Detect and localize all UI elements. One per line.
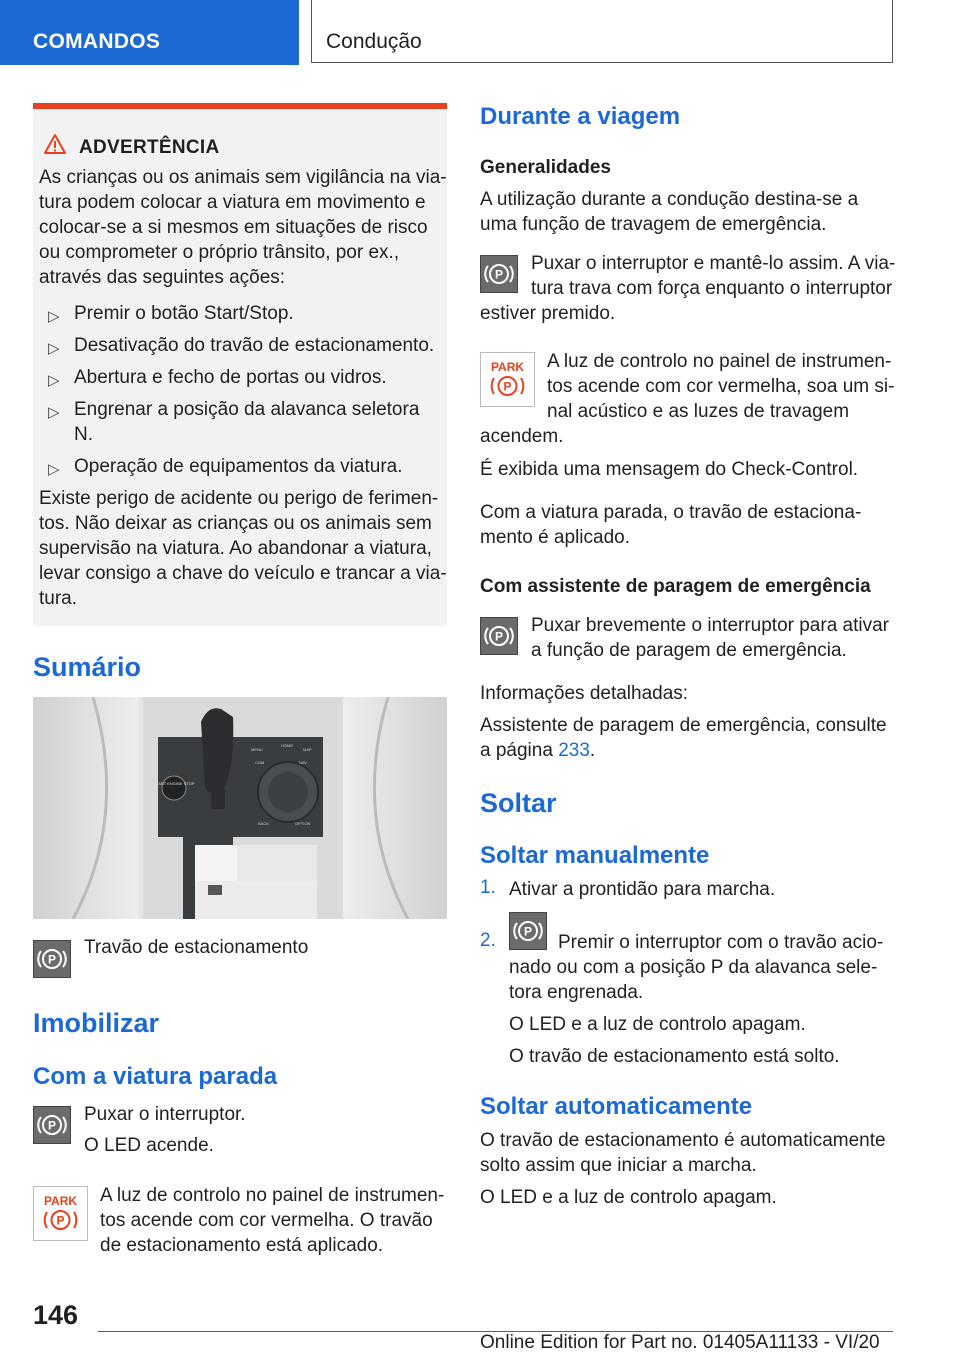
body-text: Com a viatura parada, o travão de estaciona- [480, 502, 862, 523]
parking-brake-letter: P [47, 952, 57, 967]
heading-soltar: Soltar [480, 788, 557, 818]
heading-sumario: Sumário [33, 652, 142, 682]
body-text: solto assim que iniciar a marcha. [480, 1155, 757, 1176]
warning-text: levar consigo a chave do veículo e trancar a via- [39, 563, 447, 584]
cross-reference [480, 738, 595, 764]
text-luz-controlo: tos acende com cor vermelha. O travão [100, 1210, 433, 1231]
caption-parking-brake: Travão de estacionamento [84, 937, 309, 958]
body-text: Informações detalhadas: [480, 683, 689, 704]
parking-brake-letter: P [47, 1118, 57, 1133]
parking-brake-icon [480, 255, 518, 293]
bullet-icon: ▷ [48, 372, 60, 389]
step-text: Premir o interruptor com o travão acio- [558, 932, 884, 953]
body-text: A utilização durante a condução destina-se a [480, 189, 859, 210]
body-text: Puxar o interruptor e mantê-lo assim. A via- [531, 253, 896, 274]
bullet-item: Engrenar a posição da alavanca seletora [74, 399, 420, 420]
section-tab [0, 0, 299, 65]
warning-text: tura. [39, 588, 78, 609]
section-title: COMANDOS [33, 30, 161, 53]
chapter-title: Condução [326, 30, 422, 53]
warning-text: supervisão na viatura. Ao abandonar a viatura, [39, 538, 432, 559]
center-console-photo [33, 697, 447, 919]
body-text: estiver premido. [480, 303, 616, 324]
cross-reference-prefix: a página [480, 740, 559, 761]
warning-title: ADVERTÊNCIA [79, 137, 220, 158]
step-text: O LED e a luz de controlo apagam. [509, 1014, 806, 1035]
park-indicator-letter: P [503, 379, 512, 394]
bullet-item: Premir o botão Start/Stop. [74, 303, 294, 324]
step-number: 1. [480, 877, 496, 898]
bullet-item: Desativação do travão de estacionamento. [74, 335, 435, 356]
park-indicator-letter: P [56, 1213, 65, 1228]
bullet-icon: ▷ [48, 340, 60, 357]
chapter-tab [311, 0, 893, 63]
map-label: MAP [303, 747, 312, 752]
parking-brake-letter: P [523, 924, 533, 939]
back-label: BACK [258, 821, 269, 826]
parking-brake-icon [33, 1106, 71, 1144]
cross-reference-suffix: . [589, 740, 596, 761]
park-indicator-icon [33, 1186, 88, 1241]
step-text: Ativar a prontidão para marcha. [509, 879, 776, 900]
parking-brake-letter: P [494, 629, 504, 644]
nav-label: NAV [299, 760, 307, 765]
step-text: nado ou com a posição P da alavanca sele- [509, 957, 878, 978]
body-text: mento é aplicado. [480, 527, 630, 548]
warning-text: através das seguintes ações: [39, 267, 286, 288]
park-indicator-text: PARK [43, 1194, 78, 1208]
page-link[interactable]: 233 [558, 740, 590, 761]
heading-viatura-parada: Com a viatura parada [33, 1063, 278, 1090]
heading-generalidades: Generalidades [480, 157, 611, 178]
parking-brake-letter: P [494, 267, 504, 282]
page-number: 146 [33, 1300, 79, 1330]
footer-edition: Online Edition for Part no. 01405A11133 - VI/20 [480, 1332, 880, 1353]
body-text: Puxar brevemente o interruptor para ativar [531, 615, 890, 636]
heading-durante-viagem: Durante a viagem [480, 103, 681, 130]
body-text: uma função de travagem de emergência. [480, 214, 827, 235]
bullet-icon: ▷ [48, 308, 60, 325]
park-indicator-icon [480, 352, 535, 407]
menu-label: MENU [251, 747, 263, 752]
body-text: É exibida uma mensagem do Check-Control. [480, 459, 859, 480]
text-led-acende: O LED acende. [84, 1135, 214, 1156]
text-luz-controlo: A luz de controlo no painel de instrumen- [100, 1185, 445, 1206]
warning-text: ou comprometer o próprio trânsito, por ex., [39, 242, 400, 263]
body-text: nal acústico e as luzes de travagem [547, 401, 850, 422]
body-text: A luz de controlo no painel de instrumen- [547, 351, 892, 372]
body-text: Assistente de paragem de emergência, consulte [480, 715, 887, 736]
warning-text: tos. Não deixar as crianças ou os animais sem [39, 513, 432, 534]
body-text: acendem. [480, 426, 564, 447]
bullet-item: N. [74, 424, 93, 445]
step-text: O travão de estacionamento está solto. [509, 1046, 840, 1067]
warning-text: tura podem colocar a viatura em movimento e [39, 192, 426, 213]
body-text: tura trava com força enquanto o interruptor [531, 278, 893, 299]
body-text: O LED e a luz de controlo apagam. [480, 1187, 777, 1208]
body-text: tos acende com cor vermelha, soa um si- [547, 376, 895, 397]
warning-text: Existe perigo de acidente ou perigo de ferimen- [39, 488, 439, 509]
parking-brake-icon [33, 940, 71, 978]
step-number: 2. [480, 930, 496, 951]
body-text: a função de paragem de emergência. [531, 640, 847, 661]
parking-brake-icon [509, 912, 547, 950]
park-indicator-text: PARK [490, 360, 525, 374]
body-text: O travão de estacionamento é automaticamente [480, 1130, 886, 1151]
text-luz-controlo: de estacionamento está aplicado. [100, 1235, 384, 1256]
option-label: OPTION [295, 821, 311, 826]
warning-text: colocar-se a si mesmos em situações de risco [39, 217, 428, 238]
start-stop-label: START ENGINE STOP [153, 781, 195, 786]
warning-triangle-icon [43, 133, 67, 155]
text-puxar: Puxar o interruptor. [84, 1104, 246, 1125]
warning-text: As crianças ou os animais sem vigilância na via- [39, 167, 447, 188]
step-text: tora engrenada. [509, 982, 644, 1003]
bullet-icon: ▷ [48, 404, 60, 421]
com-label: COM [255, 760, 265, 765]
bullet-icon: ▷ [48, 461, 60, 478]
heading-assistente: Com assistente de paragem de emergência [480, 576, 871, 597]
bullet-item: Operação de equipamentos da viatura. [74, 456, 403, 477]
heading-soltar-automaticamente: Soltar automaticamente [480, 1093, 753, 1120]
home-label: HOME [281, 743, 293, 748]
bullet-item: Abertura e fecho de portas ou vidros. [74, 367, 387, 388]
heading-imobilizar: Imobilizar [33, 1008, 160, 1038]
parking-brake-icon [480, 617, 518, 655]
warning-box [33, 103, 447, 626]
heading-soltar-manualmente: Soltar manualmente [480, 842, 710, 869]
